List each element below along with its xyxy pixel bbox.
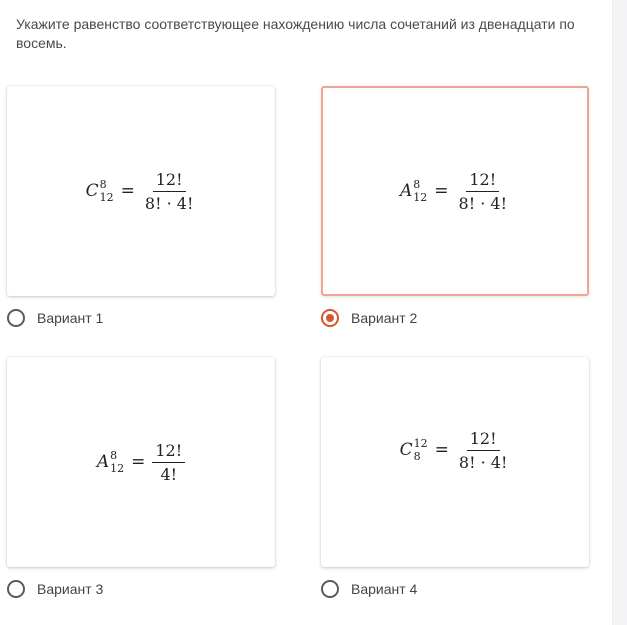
- formula-symbol: C 8 12: [85, 178, 114, 204]
- scroll-gutter: [612, 0, 627, 625]
- option-label: Вариант 4: [351, 581, 418, 597]
- formula-subscript: 12: [99, 191, 114, 204]
- option-radio-2[interactable]: [321, 309, 417, 327]
- formula-superscript: 8: [110, 449, 118, 462]
- formula: [400, 170, 510, 213]
- formula-subscript: 8: [413, 450, 421, 463]
- formula-fraction: [142, 170, 196, 213]
- radio-button-checked[interactable]: [321, 309, 339, 327]
- option-card-3[interactable]: [7, 357, 275, 567]
- radio-button[interactable]: [321, 580, 339, 598]
- formula-denominator: 4!: [160, 464, 178, 484]
- radio-button[interactable]: [7, 309, 25, 327]
- option-label: Вариант 1: [37, 310, 104, 326]
- formula-symbol: C 12 8: [399, 437, 428, 463]
- formula-fraction: [152, 441, 185, 484]
- formula-denominator: 8! · 4!: [458, 193, 507, 213]
- formula: [86, 170, 197, 213]
- formula-equals: =: [120, 181, 135, 201]
- formula-symbol: A 8 12: [96, 449, 125, 475]
- formula-numerator: 12!: [467, 429, 500, 451]
- formula: [400, 429, 511, 472]
- option-card-4[interactable]: [321, 357, 589, 567]
- option-label: Вариант 2: [351, 310, 418, 326]
- formula-numerator: 12!: [152, 441, 185, 463]
- formula-equals: =: [434, 181, 449, 201]
- formula-subscript: 12: [413, 191, 428, 204]
- formula-equals: =: [131, 452, 146, 472]
- question-text: Укажите равенство соответствующее нахождению числа сочетаний из двенадцати по восемь.: [16, 16, 575, 51]
- formula-fraction: [456, 170, 510, 213]
- formula-numerator: 12!: [153, 170, 186, 192]
- option-card-1[interactable]: [7, 86, 275, 296]
- formula-superscript: 8: [99, 178, 107, 191]
- option-card-2[interactable]: [321, 86, 589, 296]
- formula-numerator: 12!: [466, 170, 499, 192]
- radio-button[interactable]: [7, 580, 25, 598]
- option-radio-3[interactable]: [7, 580, 103, 598]
- formula-superscript: 12: [413, 437, 428, 450]
- option-radio-4[interactable]: [321, 580, 417, 598]
- formula-denominator: 8! · 4!: [144, 193, 194, 213]
- formula-subscript: 12: [110, 462, 125, 475]
- formula-symbol: A 8 12: [399, 178, 428, 204]
- option-label: Вариант 3: [37, 581, 104, 597]
- formula: [97, 441, 185, 484]
- option-radio-1[interactable]: [7, 309, 103, 327]
- formula-fraction: [456, 429, 510, 472]
- formula-equals: =: [434, 440, 449, 460]
- formula-superscript: 8: [413, 178, 421, 191]
- formula-denominator: 8! · 4!: [458, 452, 508, 472]
